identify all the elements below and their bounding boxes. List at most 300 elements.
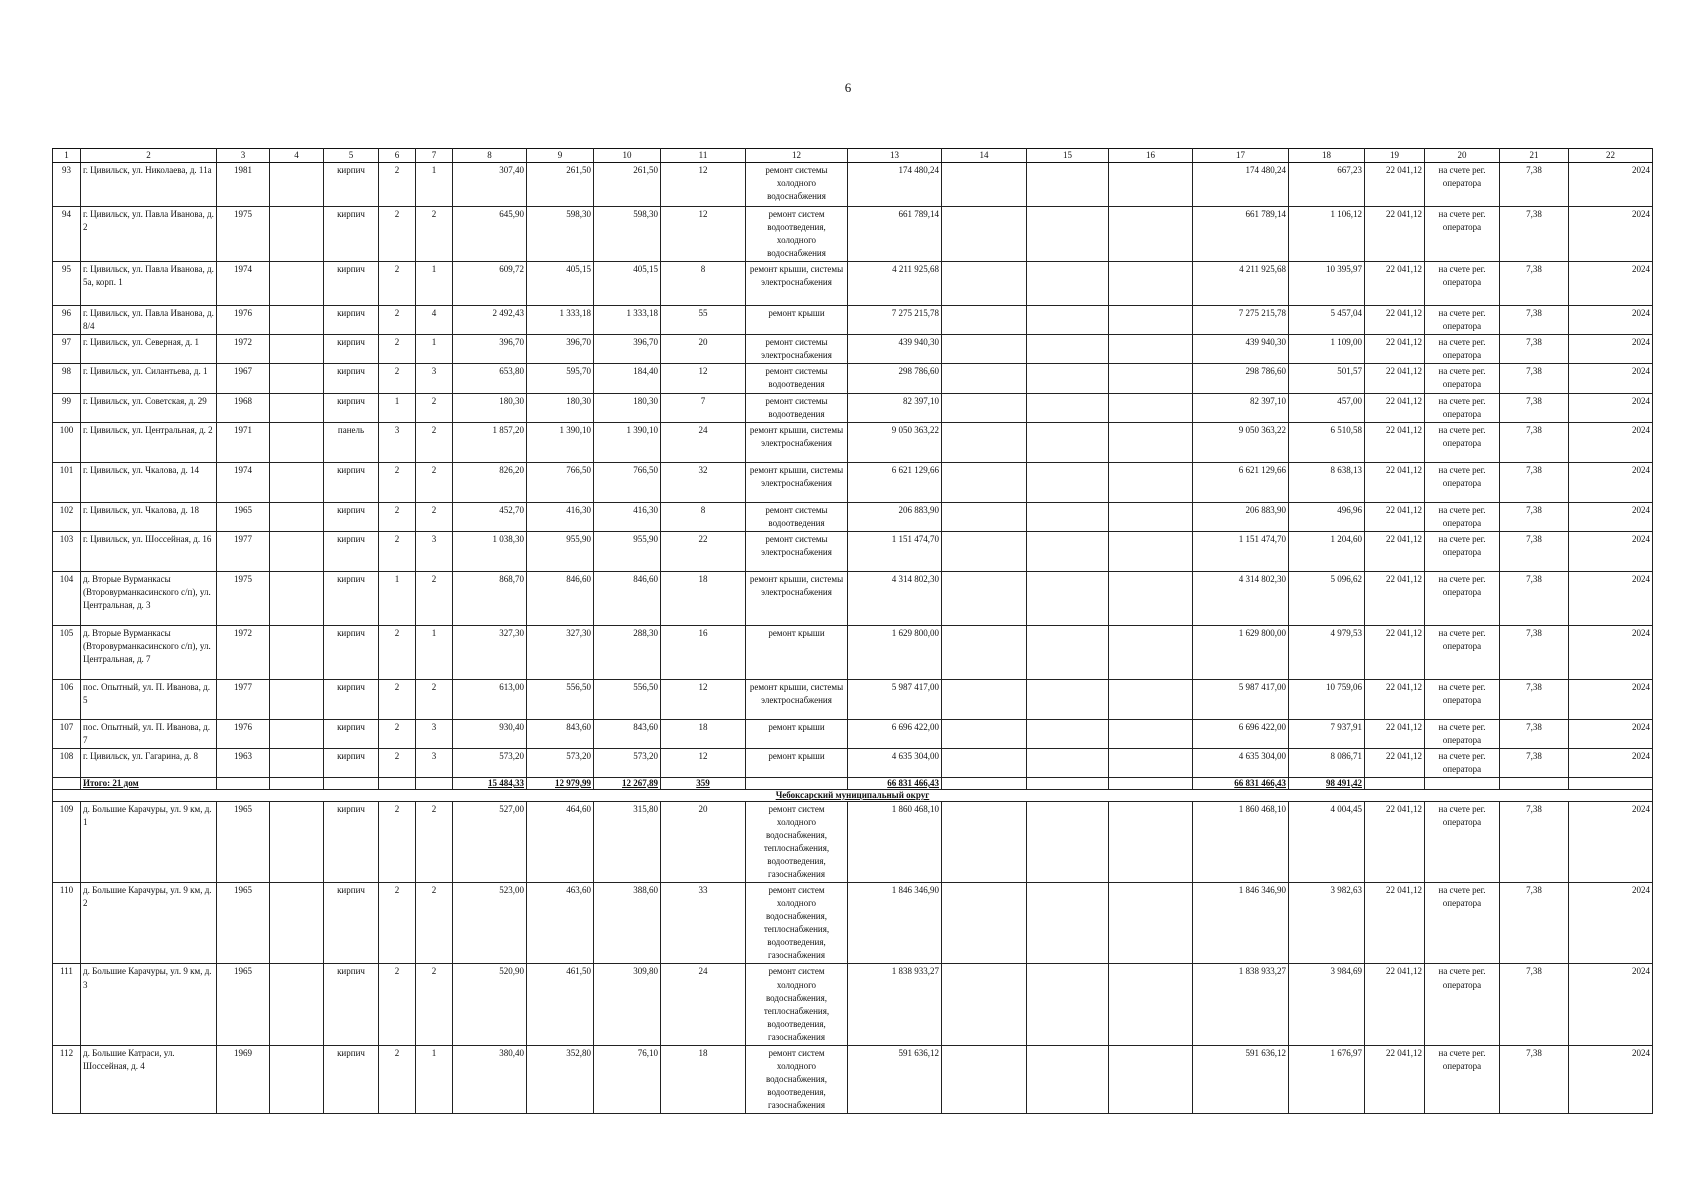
living-area-cell: 1 390,10 bbox=[527, 422, 594, 462]
planned-year-cell: 2024 bbox=[1569, 719, 1653, 748]
wall-material-cell: кирпич bbox=[324, 801, 379, 882]
total-label: Итого: 21 дом bbox=[81, 777, 217, 789]
capital-repair-table bbox=[52, 148, 1653, 1114]
col16-cell bbox=[1109, 964, 1193, 1045]
account-cell: на счете рег. оператора bbox=[1425, 883, 1500, 964]
col16-cell bbox=[1109, 207, 1193, 262]
work-type-cell: ремонт системы водоотведения bbox=[746, 393, 848, 422]
col14-cell bbox=[942, 262, 1027, 306]
col16-cell bbox=[1109, 571, 1193, 625]
owned-area-cell: 288,30 bbox=[594, 625, 661, 679]
col14-cell bbox=[942, 883, 1027, 964]
entrances-cell: 1 bbox=[416, 625, 453, 679]
row-number: 110 bbox=[53, 883, 81, 964]
column-header: 22 bbox=[1569, 149, 1653, 163]
wall-material-cell: кирпич bbox=[324, 462, 379, 502]
column-header: 5 bbox=[324, 149, 379, 163]
floors-cell: 2 bbox=[379, 531, 416, 571]
residents-cell: 32 bbox=[661, 462, 746, 502]
work-type-cell: ремонт крыши, системы электроснабжения bbox=[746, 262, 848, 306]
col21-cell: 7,38 bbox=[1500, 462, 1569, 502]
col19-cell: 22 041,12 bbox=[1365, 335, 1425, 364]
col17-cell: 1 629 800,00 bbox=[1193, 625, 1289, 679]
col21-cell: 7,38 bbox=[1500, 679, 1569, 719]
account-cell: на счете рег. оператора bbox=[1425, 262, 1500, 306]
column-header: 15 bbox=[1027, 149, 1109, 163]
col17-cell: 591 636,12 bbox=[1193, 1045, 1289, 1113]
planned-year-cell: 2024 bbox=[1569, 571, 1653, 625]
total-area-cell: 327,30 bbox=[453, 625, 527, 679]
cost-cell: 1 151 474,70 bbox=[848, 531, 942, 571]
owned-area-cell: 184,40 bbox=[594, 364, 661, 393]
col14-cell bbox=[942, 964, 1027, 1045]
cost-cell: 4 314 802,30 bbox=[848, 571, 942, 625]
col19-cell: 22 041,12 bbox=[1365, 748, 1425, 777]
floors-cell: 2 bbox=[379, 679, 416, 719]
entrances-cell: 2 bbox=[416, 964, 453, 1045]
table-row bbox=[53, 502, 1653, 531]
planned-year-cell: 2024 bbox=[1569, 422, 1653, 462]
work-type-cell: ремонт системы водоотведения bbox=[746, 502, 848, 531]
col17-cell: 298 786,60 bbox=[1193, 364, 1289, 393]
col19-cell: 22 041,12 bbox=[1365, 679, 1425, 719]
col15-cell bbox=[1027, 364, 1109, 393]
col14-cell bbox=[942, 571, 1027, 625]
total-row bbox=[53, 777, 1653, 789]
account-cell: на счете рег. оператора bbox=[1425, 1045, 1500, 1113]
table-row bbox=[53, 364, 1653, 393]
cost-cell: 439 940,30 bbox=[848, 335, 942, 364]
work-type-cell: ремонт систем холодного водоснабжения, теплоснабжения, водоотведения, газоснабжения bbox=[746, 883, 848, 964]
col21-cell: 7,38 bbox=[1500, 571, 1569, 625]
year-built-cell: 1974 bbox=[217, 262, 270, 306]
col18-cell: 457,00 bbox=[1289, 393, 1365, 422]
owned-area-cell: 396,70 bbox=[594, 335, 661, 364]
floors-cell: 2 bbox=[379, 719, 416, 748]
floors-cell: 2 bbox=[379, 883, 416, 964]
col18-cell: 4 004,45 bbox=[1289, 801, 1365, 882]
row-number: 105 bbox=[53, 625, 81, 679]
col21-cell: 7,38 bbox=[1500, 422, 1569, 462]
planned-year-cell: 2024 bbox=[1569, 502, 1653, 531]
wall-material-cell: кирпич bbox=[324, 306, 379, 335]
owned-area-cell: 180,30 bbox=[594, 393, 661, 422]
page-number: 6 bbox=[844, 80, 852, 95]
living-area-cell: 416,30 bbox=[527, 502, 594, 531]
col17-cell: 661 789,14 bbox=[1193, 207, 1289, 262]
wall-material-cell: кирпич bbox=[324, 625, 379, 679]
col4-cell bbox=[270, 335, 324, 364]
address-cell: пос. Опытный, ул. П. Иванова, д. 5 bbox=[81, 679, 217, 719]
row-number: 101 bbox=[53, 462, 81, 502]
total-area-total: 15 484,33 bbox=[453, 777, 527, 789]
row-number: 95 bbox=[53, 262, 81, 306]
wall-material-cell: кирпич bbox=[324, 335, 379, 364]
column-header: 13 bbox=[848, 149, 942, 163]
column-header: 14 bbox=[942, 149, 1027, 163]
col16-cell bbox=[1109, 719, 1193, 748]
col17-cell: 1 151 474,70 bbox=[1193, 531, 1289, 571]
total-cost: 66 831 466,43 bbox=[848, 777, 942, 789]
col14-cell bbox=[942, 306, 1027, 335]
year-built-cell: 1972 bbox=[217, 625, 270, 679]
work-type-cell: ремонт систем водоотведения, холодного водоснабжения bbox=[746, 207, 848, 262]
table-body-part2 bbox=[53, 531, 1653, 777]
col4-cell bbox=[270, 163, 324, 207]
planned-year-cell: 2024 bbox=[1569, 531, 1653, 571]
col15-cell bbox=[1027, 393, 1109, 422]
address-cell: г. Цивильск, ул. Павла Иванова, д. 5а, корп. 1 bbox=[81, 262, 217, 306]
living-area-cell: 846,60 bbox=[527, 571, 594, 625]
planned-year-cell: 2024 bbox=[1569, 801, 1653, 882]
row-number: 104 bbox=[53, 571, 81, 625]
planned-year-cell: 2024 bbox=[1569, 748, 1653, 777]
col14-cell bbox=[942, 748, 1027, 777]
total-area-cell: 1 857,20 bbox=[453, 422, 527, 462]
account-cell: на счете рег. оператора bbox=[1425, 364, 1500, 393]
col16-cell bbox=[1109, 462, 1193, 502]
owned-area-cell: 315,80 bbox=[594, 801, 661, 882]
total-area-cell: 645,90 bbox=[453, 207, 527, 262]
account-cell: на счете рег. оператора bbox=[1425, 393, 1500, 422]
table-row bbox=[53, 393, 1653, 422]
floors-cell: 2 bbox=[379, 502, 416, 531]
planned-year-cell: 2024 bbox=[1569, 679, 1653, 719]
col14-cell bbox=[942, 163, 1027, 207]
address-cell: г. Цивильск, ул. Центральная, д. 2 bbox=[81, 422, 217, 462]
column-header: 2 bbox=[81, 149, 217, 163]
floors-cell: 2 bbox=[379, 262, 416, 306]
residents-cell: 20 bbox=[661, 335, 746, 364]
col21-cell: 7,38 bbox=[1500, 502, 1569, 531]
col4-cell bbox=[270, 422, 324, 462]
address-cell: д. Вторые Вурманкасы (Второвурманкасинского с/п), ул. Центральная, д. 7 bbox=[81, 625, 217, 679]
col16-cell bbox=[1109, 163, 1193, 207]
col21-cell: 7,38 bbox=[1500, 163, 1569, 207]
living-area-cell: 843,60 bbox=[527, 719, 594, 748]
row-number: 93 bbox=[53, 163, 81, 207]
table-row bbox=[53, 163, 1653, 207]
work-type-cell: ремонт системы водоотведения bbox=[746, 364, 848, 393]
entrances-cell: 1 bbox=[416, 1045, 453, 1113]
col16-cell bbox=[1109, 393, 1193, 422]
col18-cell: 4 979,53 bbox=[1289, 625, 1365, 679]
wall-material-cell: кирпич bbox=[324, 883, 379, 964]
col21-cell: 7,38 bbox=[1500, 262, 1569, 306]
column-header: 18 bbox=[1289, 149, 1365, 163]
col19-cell: 22 041,12 bbox=[1365, 719, 1425, 748]
row-number: 111 bbox=[53, 964, 81, 1045]
planned-year-cell: 2024 bbox=[1569, 335, 1653, 364]
col15-cell bbox=[1027, 679, 1109, 719]
col14-cell bbox=[942, 422, 1027, 462]
col21-cell: 7,38 bbox=[1500, 335, 1569, 364]
row-number: 102 bbox=[53, 502, 81, 531]
year-built-cell: 1965 bbox=[217, 502, 270, 531]
col21-cell: 7,38 bbox=[1500, 625, 1569, 679]
col4-cell bbox=[270, 462, 324, 502]
living-area-cell: 766,50 bbox=[527, 462, 594, 502]
table-row bbox=[53, 571, 1653, 625]
residents-cell: 8 bbox=[661, 502, 746, 531]
column-header: 4 bbox=[270, 149, 324, 163]
address-cell: г. Цивильск, ул. Чкалова, д. 14 bbox=[81, 462, 217, 502]
column-header: 6 bbox=[379, 149, 416, 163]
floors-cell: 2 bbox=[379, 625, 416, 679]
table-row bbox=[53, 719, 1653, 748]
col14-cell bbox=[942, 1045, 1027, 1113]
total-area-cell: 523,00 bbox=[453, 883, 527, 964]
column-number-header-row bbox=[53, 149, 1653, 163]
entrances-cell: 2 bbox=[416, 502, 453, 531]
floors-cell: 2 bbox=[379, 207, 416, 262]
col15-cell bbox=[1027, 719, 1109, 748]
col4-cell bbox=[270, 262, 324, 306]
col19-cell: 22 041,12 bbox=[1365, 1045, 1425, 1113]
cost-cell: 591 636,12 bbox=[848, 1045, 942, 1113]
total-area-cell: 573,20 bbox=[453, 748, 527, 777]
cost-cell: 206 883,90 bbox=[848, 502, 942, 531]
wall-material-cell: кирпич bbox=[324, 719, 379, 748]
total-area-cell: 180,30 bbox=[453, 393, 527, 422]
row-number: 108 bbox=[53, 748, 81, 777]
col15-cell bbox=[1027, 801, 1109, 882]
col21-cell: 7,38 bbox=[1500, 964, 1569, 1045]
col21-cell: 7,38 bbox=[1500, 801, 1569, 882]
planned-year-cell: 2024 bbox=[1569, 393, 1653, 422]
floors-cell: 2 bbox=[379, 1045, 416, 1113]
table-row bbox=[53, 748, 1653, 777]
work-type-cell: ремонт системы электроснабжения bbox=[746, 531, 848, 571]
wall-material-cell: кирпич bbox=[324, 207, 379, 262]
floors-cell: 2 bbox=[379, 801, 416, 882]
planned-year-cell: 2024 bbox=[1569, 262, 1653, 306]
col14-cell bbox=[942, 207, 1027, 262]
column-header: 17 bbox=[1193, 149, 1289, 163]
living-area-cell: 595,70 bbox=[527, 364, 594, 393]
residents-cell: 8 bbox=[661, 262, 746, 306]
year-built-cell: 1981 bbox=[217, 163, 270, 207]
total-num-cell bbox=[53, 777, 81, 789]
owned-area-cell: 843,60 bbox=[594, 719, 661, 748]
entrances-cell: 1 bbox=[416, 335, 453, 364]
col19-cell: 22 041,12 bbox=[1365, 462, 1425, 502]
col21-cell: 7,38 bbox=[1500, 393, 1569, 422]
row-number: 97 bbox=[53, 335, 81, 364]
living-area-cell: 396,70 bbox=[527, 335, 594, 364]
wall-material-cell: кирпич bbox=[324, 964, 379, 1045]
col15-cell bbox=[1027, 531, 1109, 571]
table-row bbox=[53, 462, 1653, 502]
col17-cell: 1 838 933,27 bbox=[1193, 964, 1289, 1045]
year-built-cell: 1972 bbox=[217, 335, 270, 364]
col16-cell bbox=[1109, 748, 1193, 777]
total-area-cell: 613,00 bbox=[453, 679, 527, 719]
total-area-cell: 609,72 bbox=[453, 262, 527, 306]
cost-cell: 174 480,24 bbox=[848, 163, 942, 207]
planned-year-cell: 2024 bbox=[1569, 883, 1653, 964]
table-body-part3 bbox=[53, 801, 1653, 1113]
owned-area-cell: 556,50 bbox=[594, 679, 661, 719]
col16-cell bbox=[1109, 422, 1193, 462]
total-area-cell: 520,90 bbox=[453, 964, 527, 1045]
column-header: 21 bbox=[1500, 149, 1569, 163]
floors-cell: 1 bbox=[379, 393, 416, 422]
col4-cell bbox=[270, 531, 324, 571]
col15-cell bbox=[1027, 502, 1109, 531]
total-area-cell: 653,80 bbox=[453, 364, 527, 393]
living-area-cell: 461,50 bbox=[527, 964, 594, 1045]
col4-cell bbox=[270, 679, 324, 719]
col17-cell: 4 211 925,68 bbox=[1193, 262, 1289, 306]
col17-cell: 82 397,10 bbox=[1193, 393, 1289, 422]
total-area-cell: 826,20 bbox=[453, 462, 527, 502]
table-row bbox=[53, 306, 1653, 335]
col4-cell bbox=[270, 502, 324, 531]
residents-cell: 7 bbox=[661, 393, 746, 422]
cost-cell: 7 275 215,78 bbox=[848, 306, 942, 335]
owned-area-cell: 766,50 bbox=[594, 462, 661, 502]
residents-cell: 33 bbox=[661, 883, 746, 964]
address-cell: г. Цивильск, ул. Шоссейная, д. 16 bbox=[81, 531, 217, 571]
work-type-cell: ремонт системы электроснабжения bbox=[746, 335, 848, 364]
total-col18: 98 491,42 bbox=[1289, 777, 1365, 789]
col17-cell: 7 275 215,78 bbox=[1193, 306, 1289, 335]
address-cell: д. Вторые Вурманкасы (Второвурманкасинского с/п), ул. Центральная, д. 3 bbox=[81, 571, 217, 625]
account-cell: на счете рег. оператора bbox=[1425, 422, 1500, 462]
col19-cell: 22 041,12 bbox=[1365, 883, 1425, 964]
row-number: 109 bbox=[53, 801, 81, 882]
residents-cell: 24 bbox=[661, 964, 746, 1045]
entrances-cell: 2 bbox=[416, 422, 453, 462]
total-col17: 66 831 466,43 bbox=[1193, 777, 1289, 789]
account-cell: на счете рег. оператора bbox=[1425, 531, 1500, 571]
floors-cell: 2 bbox=[379, 163, 416, 207]
account-cell: на счете рег. оператора bbox=[1425, 462, 1500, 502]
col15-cell bbox=[1027, 163, 1109, 207]
cost-cell: 6 621 129,66 bbox=[848, 462, 942, 502]
table-row bbox=[53, 1045, 1653, 1113]
address-cell: г. Цивильск, ул. Павла Иванова, д. 2 bbox=[81, 207, 217, 262]
planned-year-cell: 2024 bbox=[1569, 1045, 1653, 1113]
cost-cell: 4 635 304,00 bbox=[848, 748, 942, 777]
account-cell: на счете рег. оператора bbox=[1425, 502, 1500, 531]
planned-year-cell: 2024 bbox=[1569, 207, 1653, 262]
residents-cell: 55 bbox=[661, 306, 746, 335]
total-area-cell: 452,70 bbox=[453, 502, 527, 531]
entrances-cell: 3 bbox=[416, 719, 453, 748]
entrances-cell: 1 bbox=[416, 262, 453, 306]
floors-cell: 1 bbox=[379, 571, 416, 625]
floors-cell: 2 bbox=[379, 748, 416, 777]
work-type-cell: ремонт системы холодного водоснабжения bbox=[746, 163, 848, 207]
year-built-cell: 1977 bbox=[217, 531, 270, 571]
living-area-cell: 327,30 bbox=[527, 625, 594, 679]
col16-cell bbox=[1109, 502, 1193, 531]
col18-cell: 501,57 bbox=[1289, 364, 1365, 393]
column-header: 12 bbox=[746, 149, 848, 163]
col4-cell bbox=[270, 964, 324, 1045]
col14-cell bbox=[942, 719, 1027, 748]
address-cell: г. Цивильск, ул. Чкалова, д. 18 bbox=[81, 502, 217, 531]
entrances-cell: 2 bbox=[416, 571, 453, 625]
living-area-cell: 598,30 bbox=[527, 207, 594, 262]
col18-cell: 1 204,60 bbox=[1289, 531, 1365, 571]
address-cell: г. Цивильск, ул. Северная, д. 1 bbox=[81, 335, 217, 364]
table-row bbox=[53, 531, 1653, 571]
table-total-block bbox=[53, 777, 1653, 801]
col17-cell: 4 635 304,00 bbox=[1193, 748, 1289, 777]
col17-cell: 1 860 468,10 bbox=[1193, 801, 1289, 882]
row-number: 107 bbox=[53, 719, 81, 748]
col16-cell bbox=[1109, 364, 1193, 393]
col4-cell bbox=[270, 719, 324, 748]
work-type-cell: ремонт систем холодного водоснабжения, водоотведения, газоснабжения bbox=[746, 1045, 848, 1113]
table-row bbox=[53, 679, 1653, 719]
column-header: 8 bbox=[453, 149, 527, 163]
account-cell: на счете рег. оператора bbox=[1425, 801, 1500, 882]
col15-cell bbox=[1027, 262, 1109, 306]
row-number: 106 bbox=[53, 679, 81, 719]
col19-cell: 22 041,12 bbox=[1365, 262, 1425, 306]
col19-cell: 22 041,12 bbox=[1365, 306, 1425, 335]
row-number: 103 bbox=[53, 531, 81, 571]
col4-cell bbox=[270, 306, 324, 335]
owned-area-cell: 309,80 bbox=[594, 964, 661, 1045]
cost-cell: 1 846 346,90 bbox=[848, 883, 942, 964]
living-area-cell: 261,50 bbox=[527, 163, 594, 207]
col17-cell: 4 314 802,30 bbox=[1193, 571, 1289, 625]
residents-cell: 18 bbox=[661, 719, 746, 748]
account-cell: на счете рег. оператора bbox=[1425, 207, 1500, 262]
planned-year-cell: 2024 bbox=[1569, 163, 1653, 207]
col18-cell: 1 106,12 bbox=[1289, 207, 1365, 262]
col4-cell bbox=[270, 883, 324, 964]
address-cell: пос. Опытный, ул. П. Иванова, д. 7 bbox=[81, 719, 217, 748]
wall-material-cell: кирпич bbox=[324, 262, 379, 306]
col16-cell bbox=[1109, 883, 1193, 964]
col15-cell bbox=[1027, 422, 1109, 462]
residents-cell: 12 bbox=[661, 748, 746, 777]
column-header: 9 bbox=[527, 149, 594, 163]
col14-cell bbox=[942, 364, 1027, 393]
col21-cell: 7,38 bbox=[1500, 364, 1569, 393]
year-built-cell: 1967 bbox=[217, 364, 270, 393]
year-built-cell: 1965 bbox=[217, 883, 270, 964]
account-cell: на счете рег. оператора bbox=[1425, 163, 1500, 207]
col15-cell bbox=[1027, 571, 1109, 625]
account-cell: на счете рег. оператора bbox=[1425, 748, 1500, 777]
col19-cell: 22 041,12 bbox=[1365, 364, 1425, 393]
col4-cell bbox=[270, 801, 324, 882]
residents-cell: 16 bbox=[661, 625, 746, 679]
column-header: 11 bbox=[661, 149, 746, 163]
wall-material-cell: кирпич bbox=[324, 571, 379, 625]
col19-cell: 22 041,12 bbox=[1365, 964, 1425, 1045]
col19-cell: 22 041,12 bbox=[1365, 502, 1425, 531]
table-row bbox=[53, 801, 1653, 882]
col16-cell bbox=[1109, 306, 1193, 335]
account-cell: на счете рег. оператора bbox=[1425, 964, 1500, 1045]
entrances-cell: 3 bbox=[416, 364, 453, 393]
col18-cell: 496,96 bbox=[1289, 502, 1365, 531]
col19-cell: 22 041,12 bbox=[1365, 422, 1425, 462]
col21-cell: 7,38 bbox=[1500, 719, 1569, 748]
col17-cell: 9 050 363,22 bbox=[1193, 422, 1289, 462]
entrances-cell: 2 bbox=[416, 883, 453, 964]
account-cell: на счете рег. оператора bbox=[1425, 679, 1500, 719]
owned-area-cell: 405,15 bbox=[594, 262, 661, 306]
